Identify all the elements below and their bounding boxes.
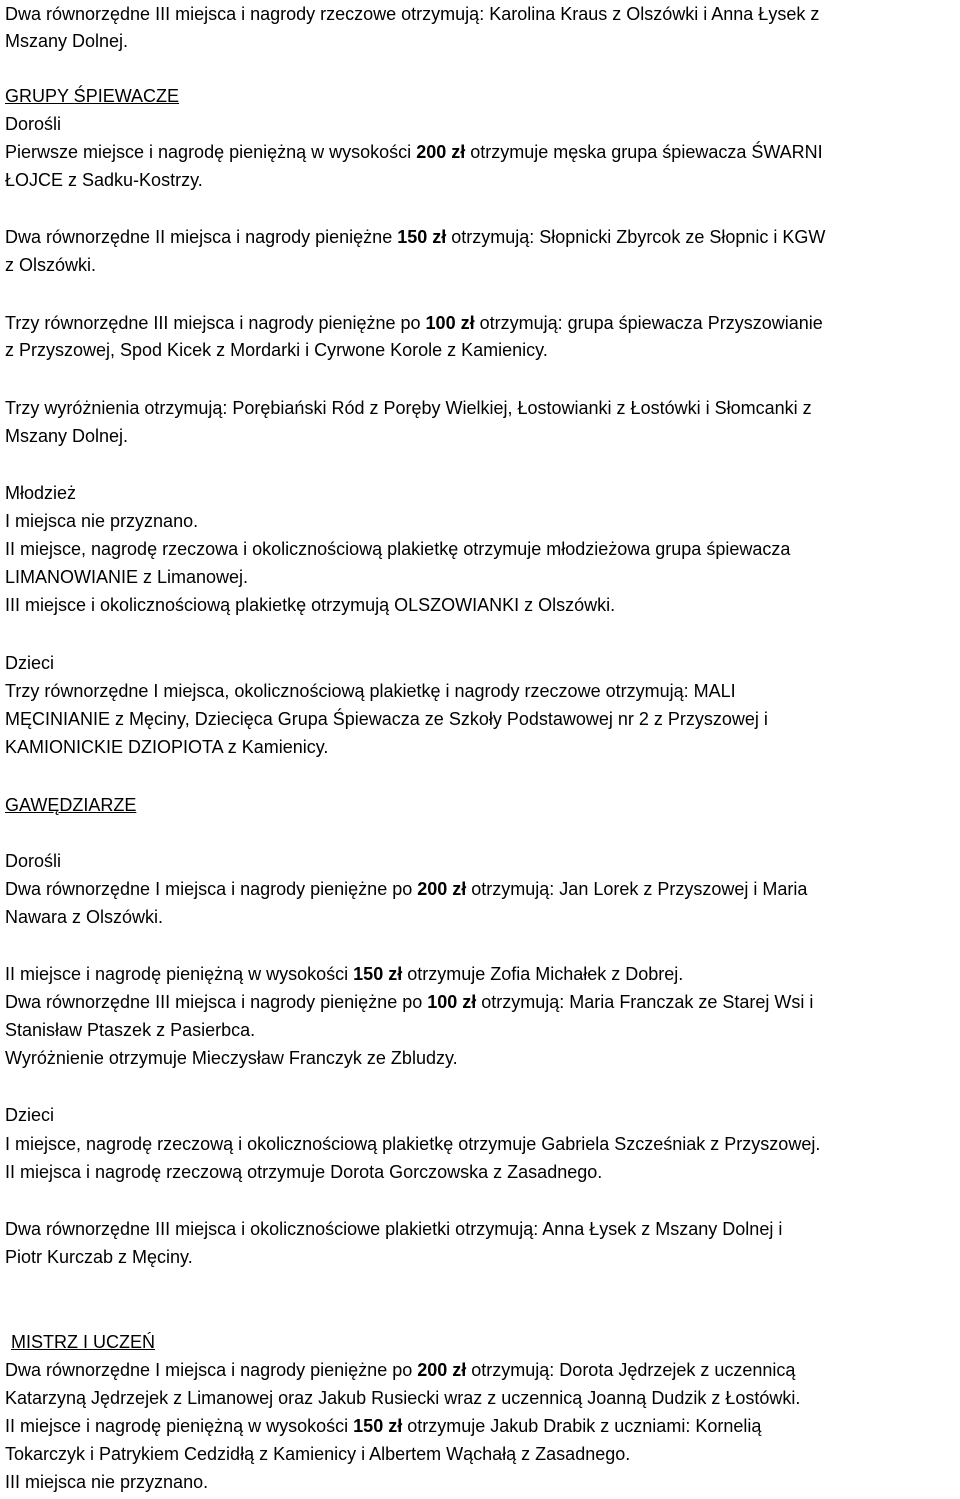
section-heading-mistrz: MISTRZ I UCZEŃ xyxy=(11,1332,155,1352)
amount: 100 zł xyxy=(425,313,475,333)
subheading-dzieci: Dzieci xyxy=(5,1105,55,1125)
text-line: Tokarczyk i Patrykiem Cedzidłą z Kamienicy i Albertem Wąchałą z Zasadnego. xyxy=(5,1444,631,1464)
text-line: Pierwsze miejsce i nagrodę pieniężną w wysokości 200 zł otrzymuje męska grupa śpiewacza ŚWARNI xyxy=(5,142,823,162)
text-line: Mszany Dolnej. xyxy=(5,31,129,51)
amount: 150 zł xyxy=(353,1416,403,1436)
text-line: Wyróżnienie otrzymuje Mieczysław Franczyk ze Zbludzy. xyxy=(5,1048,458,1068)
text-line: III miejsce i okolicznościową plakietkę otrzymują OLSZOWIANKI z Olszówki. xyxy=(5,595,616,615)
amount: 150 zł xyxy=(397,227,447,247)
subheading-dzieci: Dzieci xyxy=(5,653,55,673)
text-line: z Przyszowej, Spod Kicek z Mordarki i Cyrwone Korole z Kamienicy. xyxy=(5,340,548,360)
text-line: LIMANOWIANIE z Limanowej. xyxy=(5,567,249,587)
text-line: Piotr Kurczab z Męciny. xyxy=(5,1247,193,1267)
text-line: I miejsce, nagrodę rzeczową i okolicznościową plakietkę otrzymuje Gabriela Szcześniak z Przyszowej. xyxy=(5,1134,821,1154)
amount: 200 zł xyxy=(416,142,466,162)
text-line: Trzy równorzędne III miejsca i nagrody pieniężne po 100 zł otrzymują: grupa śpiewacza Przyszowianie xyxy=(5,313,823,333)
text-line: z Olszówki. xyxy=(5,255,97,275)
text-line: Stanisław Ptaszek z Pasierbca. xyxy=(5,1020,256,1040)
text-line: II miejsce i nagrodę pieniężną w wysokości 150 zł otrzymuje Jakub Drabik z uczniami: Kornelią xyxy=(5,1416,762,1436)
text-line: Mszany Dolnej. xyxy=(5,426,129,446)
text-line: Dwa równorzędne III miejsca i nagrody pieniężne po 100 zł otrzymują: Maria Franczak ze Starej Wsi i xyxy=(5,992,814,1012)
amount: 200 zł xyxy=(417,879,467,899)
text-line: Dwa równorzędne II miejsca i nagrody pieniężne 150 zł otrzymują: Słopnicki Zbyrcok ze Słopnic i KGW xyxy=(5,227,826,247)
text-line: II miejsce i nagrodę pieniężną w wysokości 150 zł otrzymuje Zofia Michałek z Dobrej. xyxy=(5,964,684,984)
text-line: II miejsca i nagrodę rzeczową otrzymuje Dorota Gorczowska z Zasadnego. xyxy=(5,1162,603,1182)
section-heading-gawedziarze: GAWĘDZIARZE xyxy=(5,795,137,815)
text-line: ŁOJCE z Sadku-Kostrzy. xyxy=(5,170,203,190)
text-line: Katarzyną Jędrzejek z Limanowej oraz Jakub Rusiecki wraz z uczennicą Joanną Dudzik z Łostówki. xyxy=(5,1388,801,1408)
section-heading-grupy: GRUPY ŚPIEWACZE xyxy=(5,86,180,106)
subheading-dorosli: Dorośli xyxy=(5,851,62,871)
text-line: Trzy wyróżnienia otrzymują: Porębiański Ród z Poręby Wielkiej, Łostowianki z Łostówki i Słomcanki z xyxy=(5,398,812,418)
text-line: I miejsca nie przyznano. xyxy=(5,511,199,531)
text-line: MĘCINIANIE z Męciny, Dziecięca Grupa Śpiewacza ze Szkoły Podstawowej nr 2 z Przyszowej i xyxy=(5,709,768,729)
text-line: KAMIONICKIE DZIOPIOTA z Kamienicy. xyxy=(5,737,329,757)
text-line: Dwa równorzędne I miejsca i nagrody pieniężne po 200 zł otrzymują: Jan Lorek z Przyszowej i Maria xyxy=(5,879,808,899)
amount: 150 zł xyxy=(353,964,403,984)
text-line: II miejsce, nagrodę rzeczowa i okolicznościową plakietkę otrzymuje młodzieżowa grupa śpiewacza xyxy=(5,539,791,559)
amount: 200 zł xyxy=(417,1360,467,1380)
text-line: Trzy równorzędne I miejsca, okolicznościową plakietkę i nagrody rzeczowe otrzymują: MALI xyxy=(5,681,736,701)
text-line: Dwa równorzędne III miejsca i nagrody rzeczowe otrzymują: Karolina Kraus z Olszówki i Anna Łysek z xyxy=(5,4,820,24)
subheading-mlodziez: Młodzież xyxy=(5,483,77,503)
text-line: III miejsca nie przyznano. xyxy=(5,1472,209,1492)
subheading-dorosli: Dorośli xyxy=(5,114,62,134)
text-line: Nawara z Olszówki. xyxy=(5,907,164,927)
text-line: Dwa równorzędne I miejsca i nagrody pieniężne po 200 zł otrzymują: Dorota Jędrzejek z uczennicą xyxy=(5,1360,796,1380)
amount: 100 zł xyxy=(427,992,477,1012)
text-line: Dwa równorzędne III miejsca i okolicznościowe plakietki otrzymują: Anna Łysek z Mszany Dolnej i xyxy=(5,1219,783,1239)
